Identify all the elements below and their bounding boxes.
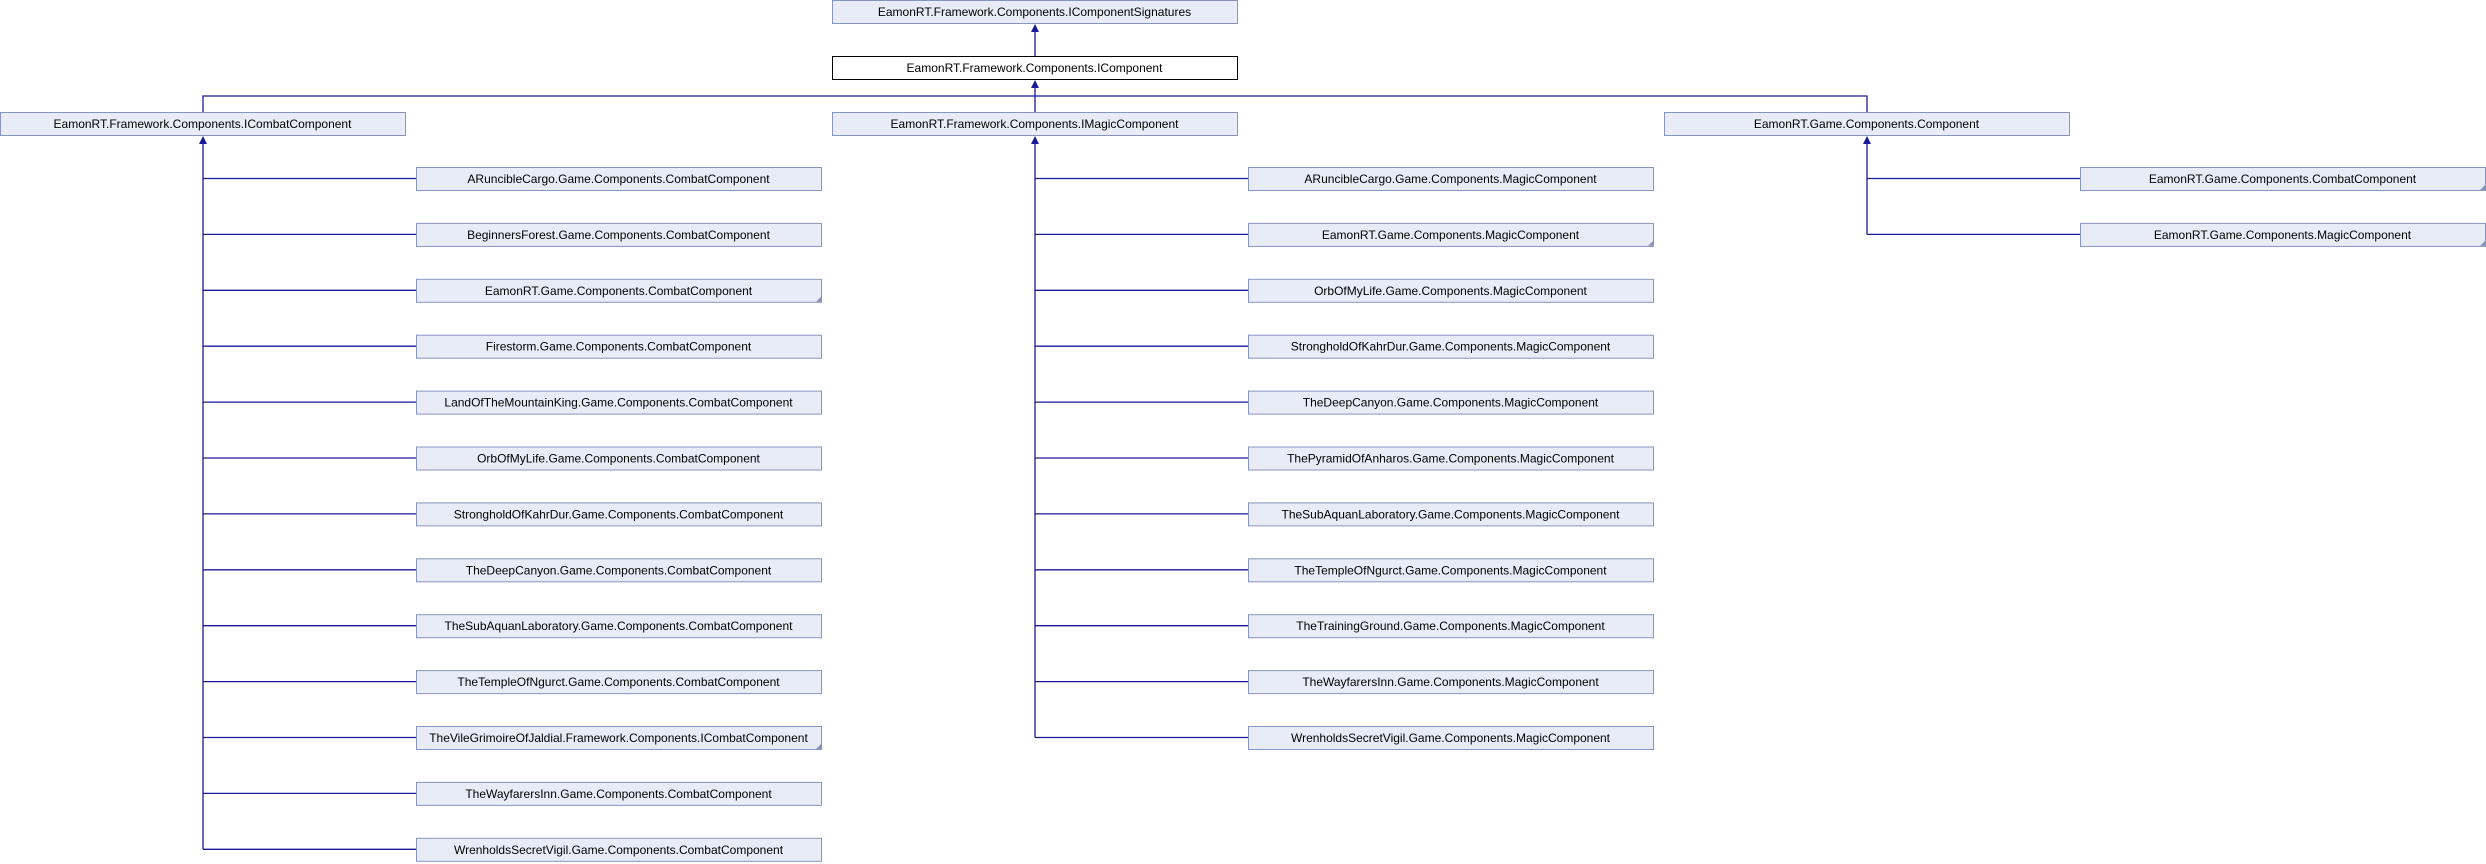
combat-child-2-label: EamonRT.Game.Components.CombatComponent <box>484 283 753 298</box>
magic-child-1-label: EamonRT.Game.Components.MagicComponent <box>1321 227 1580 242</box>
combat-child-10-label: TheVileGrimoireOfJaldial.Framework.Components.ICombatComponent <box>429 731 808 745</box>
magic-child-4-label: TheDeepCanyon.Game.Components.MagicComponent <box>1302 395 1599 410</box>
component-child-0-label: EamonRT.Game.Components.CombatComponent <box>2148 172 2417 186</box>
combat-child-8[interactable] <box>417 615 822 638</box>
combat-child-4[interactable] <box>417 391 822 414</box>
combat-child-8-label: TheSubAquanLaboratory.Game.Components.CombatComponent <box>444 619 793 634</box>
node-icombatcomponent-label: EamonRT.Framework.Components.ICombatComponent <box>53 117 352 131</box>
component-child-0[interactable] <box>2081 168 2486 191</box>
combat-child-1-label: BeginnersForest.Game.Components.CombatComponent <box>467 227 770 242</box>
combat-child-2[interactable] <box>417 279 822 302</box>
node-icombatcomponent[interactable] <box>1 113 406 136</box>
combat-child-0-label: ARuncibleCargo.Game.Components.CombatComponent <box>467 172 770 186</box>
combat-child-4-label: LandOfTheMountainKing.Game.Components.CombatComponent <box>444 395 793 410</box>
magic-child-8[interactable] <box>1249 615 1654 638</box>
magic-child-10-label: WrenholdsSecretVigil.Game.Components.MagicComponent <box>1290 731 1611 745</box>
node-icomponentsignatures[interactable] <box>833 1 1238 24</box>
combat-child-9-label: TheTempleOfNgurct.Game.Components.CombatComponent <box>457 675 780 690</box>
magic-child-9[interactable] <box>1249 671 1654 694</box>
magic-child-0-label: ARuncibleCargo.Game.Components.MagicComponent <box>1304 172 1597 186</box>
combat-child-7-label: TheDeepCanyon.Game.Components.CombatComponent <box>465 563 772 578</box>
combat-child-6-label: StrongholdOfKahrDur.Game.Components.CombatComponent <box>453 507 784 522</box>
node-component-label: EamonRT.Game.Components.Component <box>1753 117 1980 131</box>
arrow-icomponent-to-signatures <box>1031 24 1039 32</box>
arrow-trunk-1 <box>1031 136 1039 144</box>
arrow-trunk-0 <box>199 136 207 144</box>
combat-child-12-label: WrenholdsSecretVigil.Game.Components.CombatComponent <box>453 842 784 857</box>
node-imagiccomponent-label: EamonRT.Framework.Components.IMagicComponent <box>890 117 1179 131</box>
magic-child-7[interactable] <box>1249 559 1654 582</box>
magic-child-2[interactable] <box>1249 279 1654 302</box>
magic-child-7-label: TheTempleOfNgurct.Game.Components.MagicComponent <box>1294 563 1607 578</box>
component-child-1-label: EamonRT.Game.Components.MagicComponent <box>2153 227 2412 242</box>
combat-child-7[interactable] <box>417 559 822 582</box>
combat-child-9[interactable] <box>417 671 822 694</box>
node-icomponentsignatures-label: EamonRT.Framework.Components.IComponentSignatures <box>877 5 1192 19</box>
combat-child-0[interactable] <box>417 168 822 191</box>
node-icomponent-label: EamonRT.Framework.Components.IComponent <box>906 61 1163 75</box>
magic-child-8-label: TheTrainingGround.Game.Components.MagicComponent <box>1296 619 1605 634</box>
combat-child-3[interactable] <box>417 335 822 358</box>
magic-child-6-label: TheSubAquanLaboratory.Game.Components.MagicComponent <box>1281 507 1620 522</box>
node-icomponent[interactable] <box>833 57 1238 80</box>
magic-child-2-label: OrbOfMyLife.Game.Components.MagicComponent <box>1314 283 1587 298</box>
magic-child-6[interactable] <box>1249 503 1654 526</box>
arrow-trunk-2 <box>1863 136 1871 144</box>
component-child-1[interactable] <box>2081 223 2486 246</box>
node-component[interactable] <box>1665 113 2070 136</box>
combat-child-11-label: TheWayfarersInn.Game.Components.CombatComponent <box>465 786 772 801</box>
combat-child-12[interactable] <box>417 838 822 861</box>
combat-child-11[interactable] <box>417 782 822 805</box>
magic-child-5-label: ThePyramidOfAnharos.Game.Components.MagicComponent <box>1287 451 1614 466</box>
magic-child-3[interactable] <box>1249 335 1654 358</box>
magic-child-1[interactable] <box>1249 223 1654 246</box>
magic-child-3-label: StrongholdOfKahrDur.Game.Components.MagicComponent <box>1290 339 1611 354</box>
magic-child-5[interactable] <box>1249 447 1654 470</box>
node-imagiccomponent[interactable] <box>833 113 1238 136</box>
combat-child-5[interactable] <box>417 447 822 470</box>
combat-child-1[interactable] <box>417 223 822 246</box>
combat-child-10[interactable] <box>417 727 822 750</box>
magic-child-10[interactable] <box>1249 727 1654 750</box>
combat-child-3-label: Firestorm.Game.Components.CombatComponent <box>485 339 752 354</box>
magic-child-9-label: TheWayfarersInn.Game.Components.MagicComponent <box>1302 675 1599 690</box>
combat-child-6[interactable] <box>417 503 822 526</box>
magic-child-0[interactable] <box>1249 168 1654 191</box>
arrow-level1-to-icomponent <box>1031 80 1039 88</box>
combat-child-5-label: OrbOfMyLife.Game.Components.CombatComponent <box>477 451 760 466</box>
magic-child-4[interactable] <box>1249 391 1654 414</box>
